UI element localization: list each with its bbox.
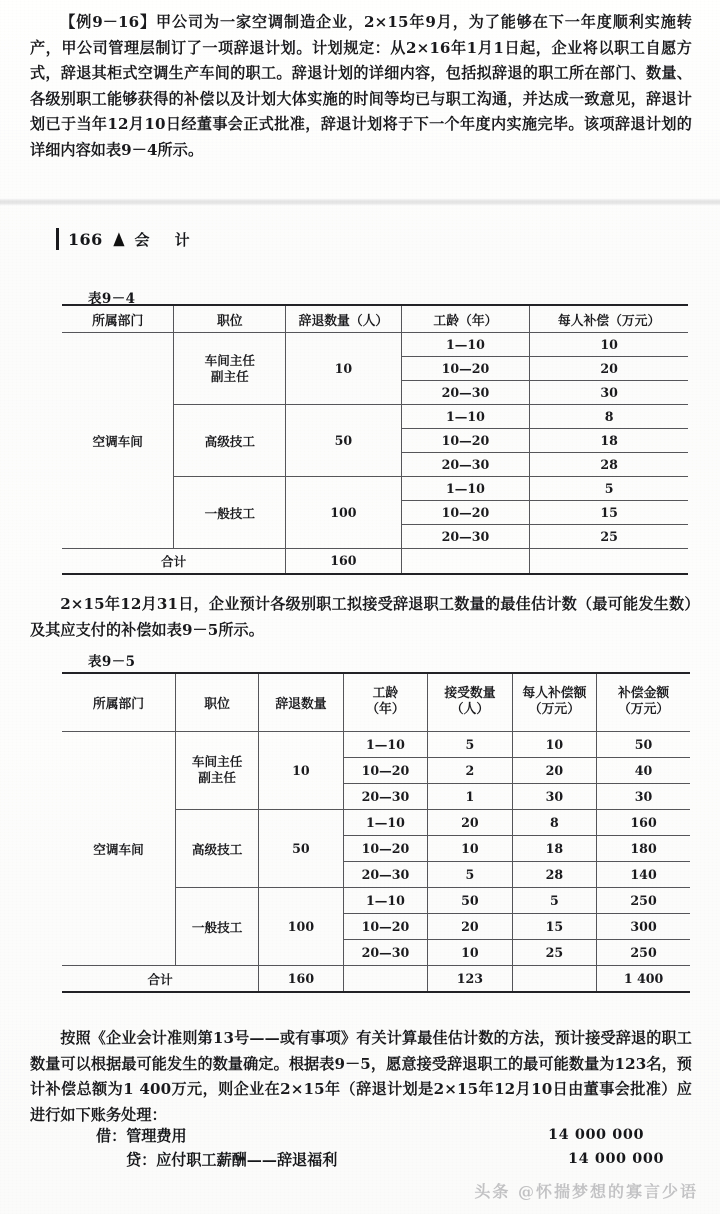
t1-comp-0-2: 30 — [530, 381, 688, 405]
t2-comp-0-2: 30 — [512, 783, 596, 809]
t2-header-position: 职位 — [175, 673, 258, 731]
t2-position-0 — [175, 731, 258, 809]
t2-total-tenure-blank — [343, 965, 427, 992]
t2-accepted-1-1: 10 — [428, 835, 512, 861]
t1-department: 空调车间 — [62, 333, 174, 549]
t2-amount-0-0: 50 — [597, 731, 690, 757]
t1-tenure-1-0: 1—10 — [401, 405, 530, 429]
t2-comp-2-2: 25 — [512, 939, 596, 965]
t2-amount-1-1: 180 — [597, 835, 690, 861]
t2-comp-1-0: 8 — [512, 809, 596, 835]
t2-position-1: 高级技工 — [175, 809, 258, 887]
table-9-4 — [62, 304, 688, 575]
t1-tenure-2-2: 20—30 — [401, 525, 530, 549]
t2-header-tenure: 工龄 （年） — [343, 673, 427, 731]
t2-total-label: 合计 — [62, 965, 259, 992]
t2-amount-2-0: 250 — [597, 887, 690, 913]
t2-header-accepted: 接受数量 （人） — [428, 673, 512, 731]
table-9-5 — [62, 672, 690, 993]
t1-total-dismissed: 160 — [286, 549, 401, 574]
table-total-row — [62, 965, 690, 992]
t2-tenure-2-1: 10—20 — [343, 913, 427, 939]
bookmark-glyph-icon: ▲ — [112, 228, 125, 249]
t2-accepted-0-1: 2 — [428, 757, 512, 783]
t2-department: 空调车间 — [62, 731, 175, 965]
t1-comp-2-0: 5 — [530, 477, 688, 501]
t2-total-comp-blank — [512, 965, 596, 992]
t2-accepted-1-2: 5 — [428, 861, 512, 887]
t2-accepted-0-2: 1 — [428, 783, 512, 809]
t2-dismissed-0: 10 — [259, 731, 343, 809]
table2-caption: 表9－5 — [88, 654, 136, 670]
t1-tenure-2-1: 10—20 — [401, 501, 530, 525]
intro-paragraph: 【例9－16】甲公司为一家空调制造企业，2×15年9月，为了能够在下一年度顺利实施转产，甲公司管理层制订了一项辞退计划。计划规定：从2×16年1月1日起，企业将以职工自愿方式，辞退其柜式空调生产车间的职工。辞退计划的详细内容，包括拟辞退的职工所在部门、数量、各级别职工能够获得的补偿以及计划大体实施的时间等均已与职工沟通，并达成一致意见，辞退计划已于当年12月10日经董事会正式批准，辞退计划将于下一个年度内实施完毕。该项辞退计划的详细内容如表9－4所示。 — [30, 13, 692, 159]
t2-dismissed-1: 50 — [259, 809, 343, 887]
t1-comp-2-2: 25 — [530, 525, 688, 549]
t2-tenure-0-1: 10—20 — [343, 757, 427, 783]
t2-body — [62, 731, 690, 992]
t2-accepted-1-0: 20 — [428, 809, 512, 835]
t2-accepted-2-1: 20 — [428, 913, 512, 939]
t1-total-tenure-blank — [401, 549, 530, 574]
closing-paragraph: 按照《企业会计准则第13号——或有事项》有关计算最佳估计数的方法，预计接受辞退的职工数量可以根据最可能发生的数量确定。根据表9－5，愿意接受辞退职工的最可能数量为123名，预计补偿总额为1 400万元，则企业在2×15年（辞退计划是2×15年12月10日由董事会批准）应进行如下账务处理： — [30, 1029, 692, 1124]
t2-tenure-1-0: 1—10 — [343, 809, 427, 835]
mid-paragraph: 2×15年12月31日，企业预计各级别职工拟接受辞退职工数量的最佳估计数（最可能发生数）及其应支付的补偿如表9－5所示。 — [30, 595, 692, 639]
t2-tenure-2-2: 20—30 — [343, 939, 427, 965]
running-head-title: 会 计 — [134, 230, 200, 249]
t2-comp-2-1: 15 — [512, 913, 596, 939]
t1-position-0-line2: 副主任 — [210, 368, 249, 384]
t2-total-accepted: 123 — [428, 965, 512, 992]
t2-tenure-0-2: 20—30 — [343, 783, 427, 809]
t1-tenure-1-1: 10—20 — [401, 429, 530, 453]
t1-dismissed-0: 10 — [286, 333, 401, 405]
t1-dismissed-1: 50 — [286, 405, 401, 477]
watermark: 头条 @怀揣梦想的寡言少语 — [474, 1182, 698, 1201]
t2-comp-1-1: 18 — [512, 835, 596, 861]
t1-comp-0-1: 20 — [530, 357, 688, 381]
t2-comp-2-0: 5 — [512, 887, 596, 913]
t1-comp-1-1: 18 — [530, 429, 688, 453]
t1-header-comp: 每人补偿（万元） — [530, 305, 688, 333]
t2-amount-0-2: 30 — [597, 783, 690, 809]
t2-header-department: 所属部门 — [62, 673, 175, 731]
t2-comp-0-0: 10 — [512, 731, 596, 757]
running-head-rule — [56, 228, 59, 250]
t1-tenure-1-2: 20—30 — [401, 453, 530, 477]
t2-position-0-line2: 副主任 — [198, 770, 236, 785]
t2-accepted-2-2: 10 — [428, 939, 512, 965]
t2-header-comp-each: 每人补偿额 （万元） — [512, 673, 596, 731]
t1-body — [62, 333, 688, 574]
t2-tenure-0-0: 1—10 — [343, 731, 427, 757]
t1-comp-1-0: 8 — [530, 405, 688, 429]
t1-dismissed-2: 100 — [286, 477, 401, 549]
t2-total-amount: 1 400 — [597, 965, 690, 992]
t2-position-0-line1: 车间主任 — [191, 754, 243, 769]
t1-total-label: 合计 — [62, 549, 286, 574]
t2-dismissed-2: 100 — [259, 887, 343, 965]
journal-debit-amount: 14 000 000 — [548, 1126, 645, 1143]
t2-tenure-1-1: 10—20 — [343, 835, 427, 861]
t1-position-0-line1: 车间主任 — [204, 352, 255, 368]
t2-header-amount: 补偿金额 （万元） — [597, 673, 690, 731]
journal-credit-amount: 14 000 000 — [568, 1150, 665, 1167]
t1-comp-1-2: 28 — [530, 453, 688, 477]
t1-header-tenure: 工龄（年） — [401, 305, 530, 333]
t2-position-2: 一般技工 — [175, 887, 258, 965]
t1-comp-0-0: 10 — [530, 333, 688, 357]
t2-comp-1-2: 28 — [512, 861, 596, 887]
t1-tenure-0-1: 10—20 — [401, 357, 530, 381]
t2-accepted-0-0: 5 — [428, 731, 512, 757]
t2-tenure-2-0: 1—10 — [343, 887, 427, 913]
mid-section — [30, 592, 692, 643]
t1-position-0 — [174, 333, 286, 405]
t1-tenure-0-2: 20—30 — [401, 381, 530, 405]
intro-section — [0, 0, 720, 200]
page-number: 166 — [68, 229, 103, 249]
table-row — [62, 731, 690, 757]
running-head — [56, 228, 200, 250]
t1-total-comp-blank — [530, 549, 688, 574]
t2-amount-1-2: 140 — [597, 861, 690, 887]
t1-header-department: 所属部门 — [62, 305, 174, 333]
t1-position-2: 一般技工 — [174, 477, 286, 549]
closing-section — [30, 1026, 692, 1128]
t2-amount-2-1: 300 — [597, 913, 690, 939]
t1-header-dismissed: 辞退数量（人） — [286, 305, 401, 333]
t2-amount-2-2: 250 — [597, 939, 690, 965]
t2-amount-0-1: 40 — [597, 757, 690, 783]
section-divider — [0, 198, 720, 206]
table-row — [62, 333, 688, 357]
table1-caption: 表9－4 — [88, 291, 136, 307]
journal-debit-line: 借：管理费用 — [96, 1127, 187, 1145]
t1-tenure-0-0: 1—10 — [401, 333, 530, 357]
t1-position-1: 高级技工 — [174, 405, 286, 477]
t2-comp-0-1: 20 — [512, 757, 596, 783]
journal-credit-line: 贷：应付职工薪酬——辞退福利 — [126, 1151, 338, 1169]
t1-tenure-2-0: 1—10 — [401, 477, 530, 501]
t2-accepted-2-0: 50 — [428, 887, 512, 913]
t2-amount-1-0: 160 — [597, 809, 690, 835]
t2-total-dismissed: 160 — [259, 965, 343, 992]
t1-header-position: 职位 — [174, 305, 286, 333]
t1-comp-2-1: 15 — [530, 501, 688, 525]
t2-tenure-1-2: 20—30 — [343, 861, 427, 887]
t2-header-dismissed: 辞退数量 — [259, 673, 343, 731]
table-total-row — [62, 549, 688, 574]
